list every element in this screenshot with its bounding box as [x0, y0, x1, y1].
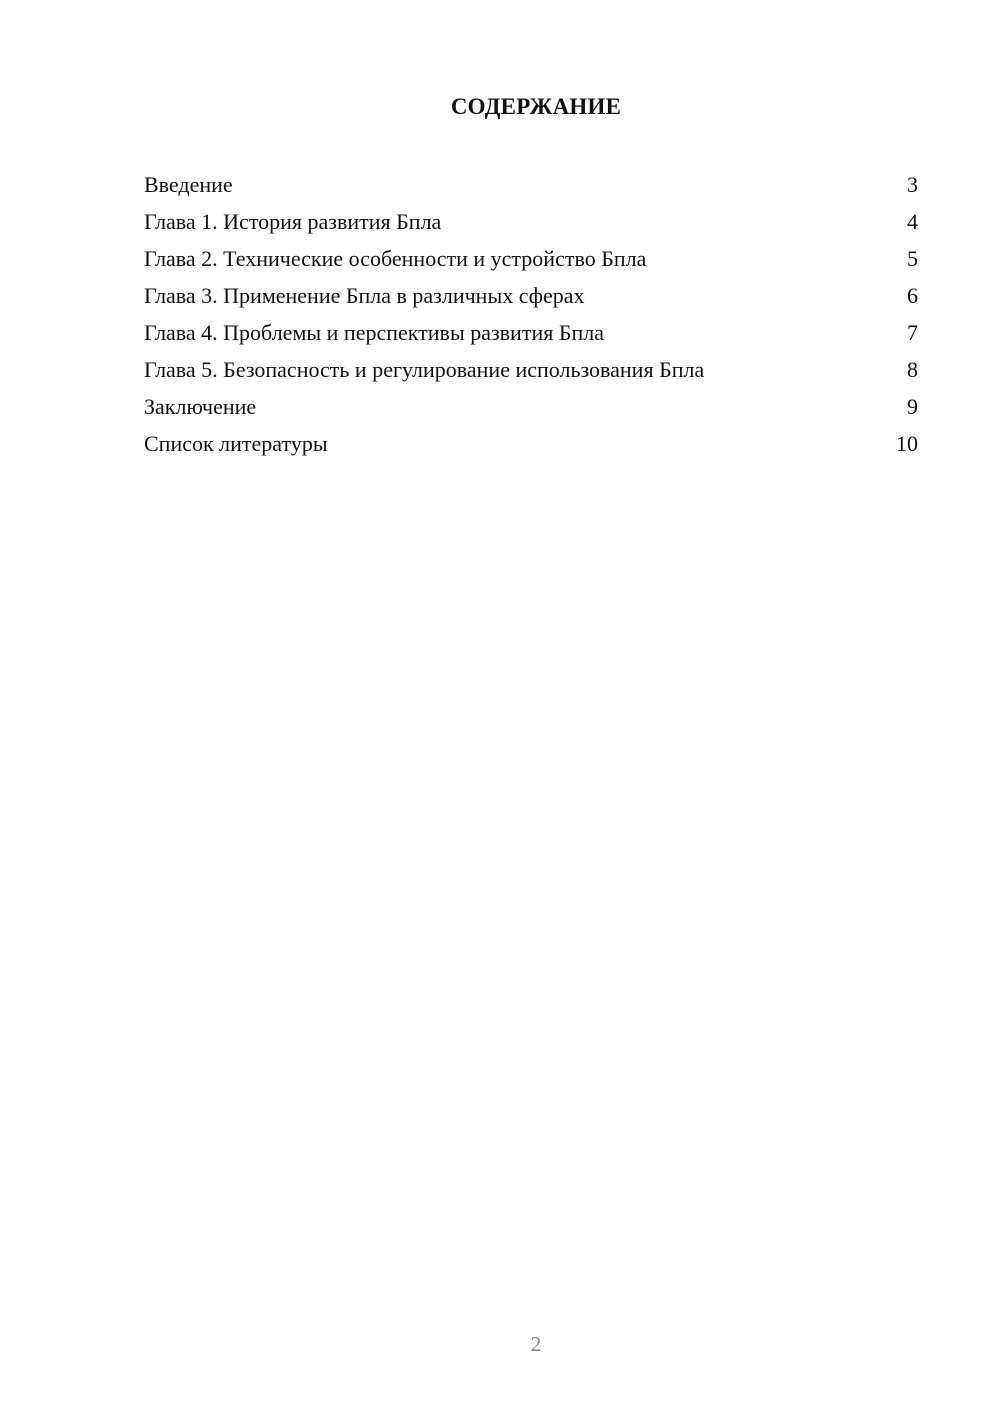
toc-entry-title: Глава 3. Применение Бпла в различных сферах — [144, 283, 585, 308]
toc-entry-references — [144, 425, 918, 462]
toc-entry-conclusion — [144, 388, 918, 425]
toc-entry-page: 4 — [907, 209, 918, 234]
toc-entry-page: 5 — [907, 246, 918, 271]
toc-entry-chapter-5 — [144, 351, 918, 388]
toc-entry-page: 6 — [907, 283, 918, 308]
toc-entry-title: Глава 4. Проблемы и перспективы развития Бпла — [144, 320, 604, 345]
toc-entry-chapter-1 — [144, 203, 918, 240]
toc-entry-page: 9 — [907, 394, 918, 419]
table-of-contents — [144, 166, 918, 462]
toc-entry-title: Глава 1. История развития Бпла — [144, 209, 442, 234]
toc-entry-page: 3 — [907, 172, 918, 197]
toc-entry-title: Введение — [144, 172, 233, 197]
toc-entry-introduction — [144, 166, 918, 203]
page-title: СОДЕРЖАНИЕ — [450, 94, 622, 119]
toc-entry-title: Список литературы — [144, 431, 328, 456]
toc-entry-chapter-4 — [144, 314, 918, 351]
toc-entry-title: Заключение — [144, 394, 257, 419]
toc-entry-page: 10 — [896, 431, 918, 456]
toc-entry-chapter-3 — [144, 277, 918, 314]
toc-entry-title: Глава 5. Безопасность и регулирование использования Бпла — [144, 357, 705, 382]
toc-entry-page: 7 — [907, 320, 918, 345]
page-number: 2 — [530, 1332, 542, 1356]
toc-entry-chapter-2 — [144, 240, 918, 277]
toc-entry-title: Глава 2. Технические особенности и устройство Бпла — [144, 246, 647, 271]
toc-entry-page: 8 — [907, 357, 918, 382]
